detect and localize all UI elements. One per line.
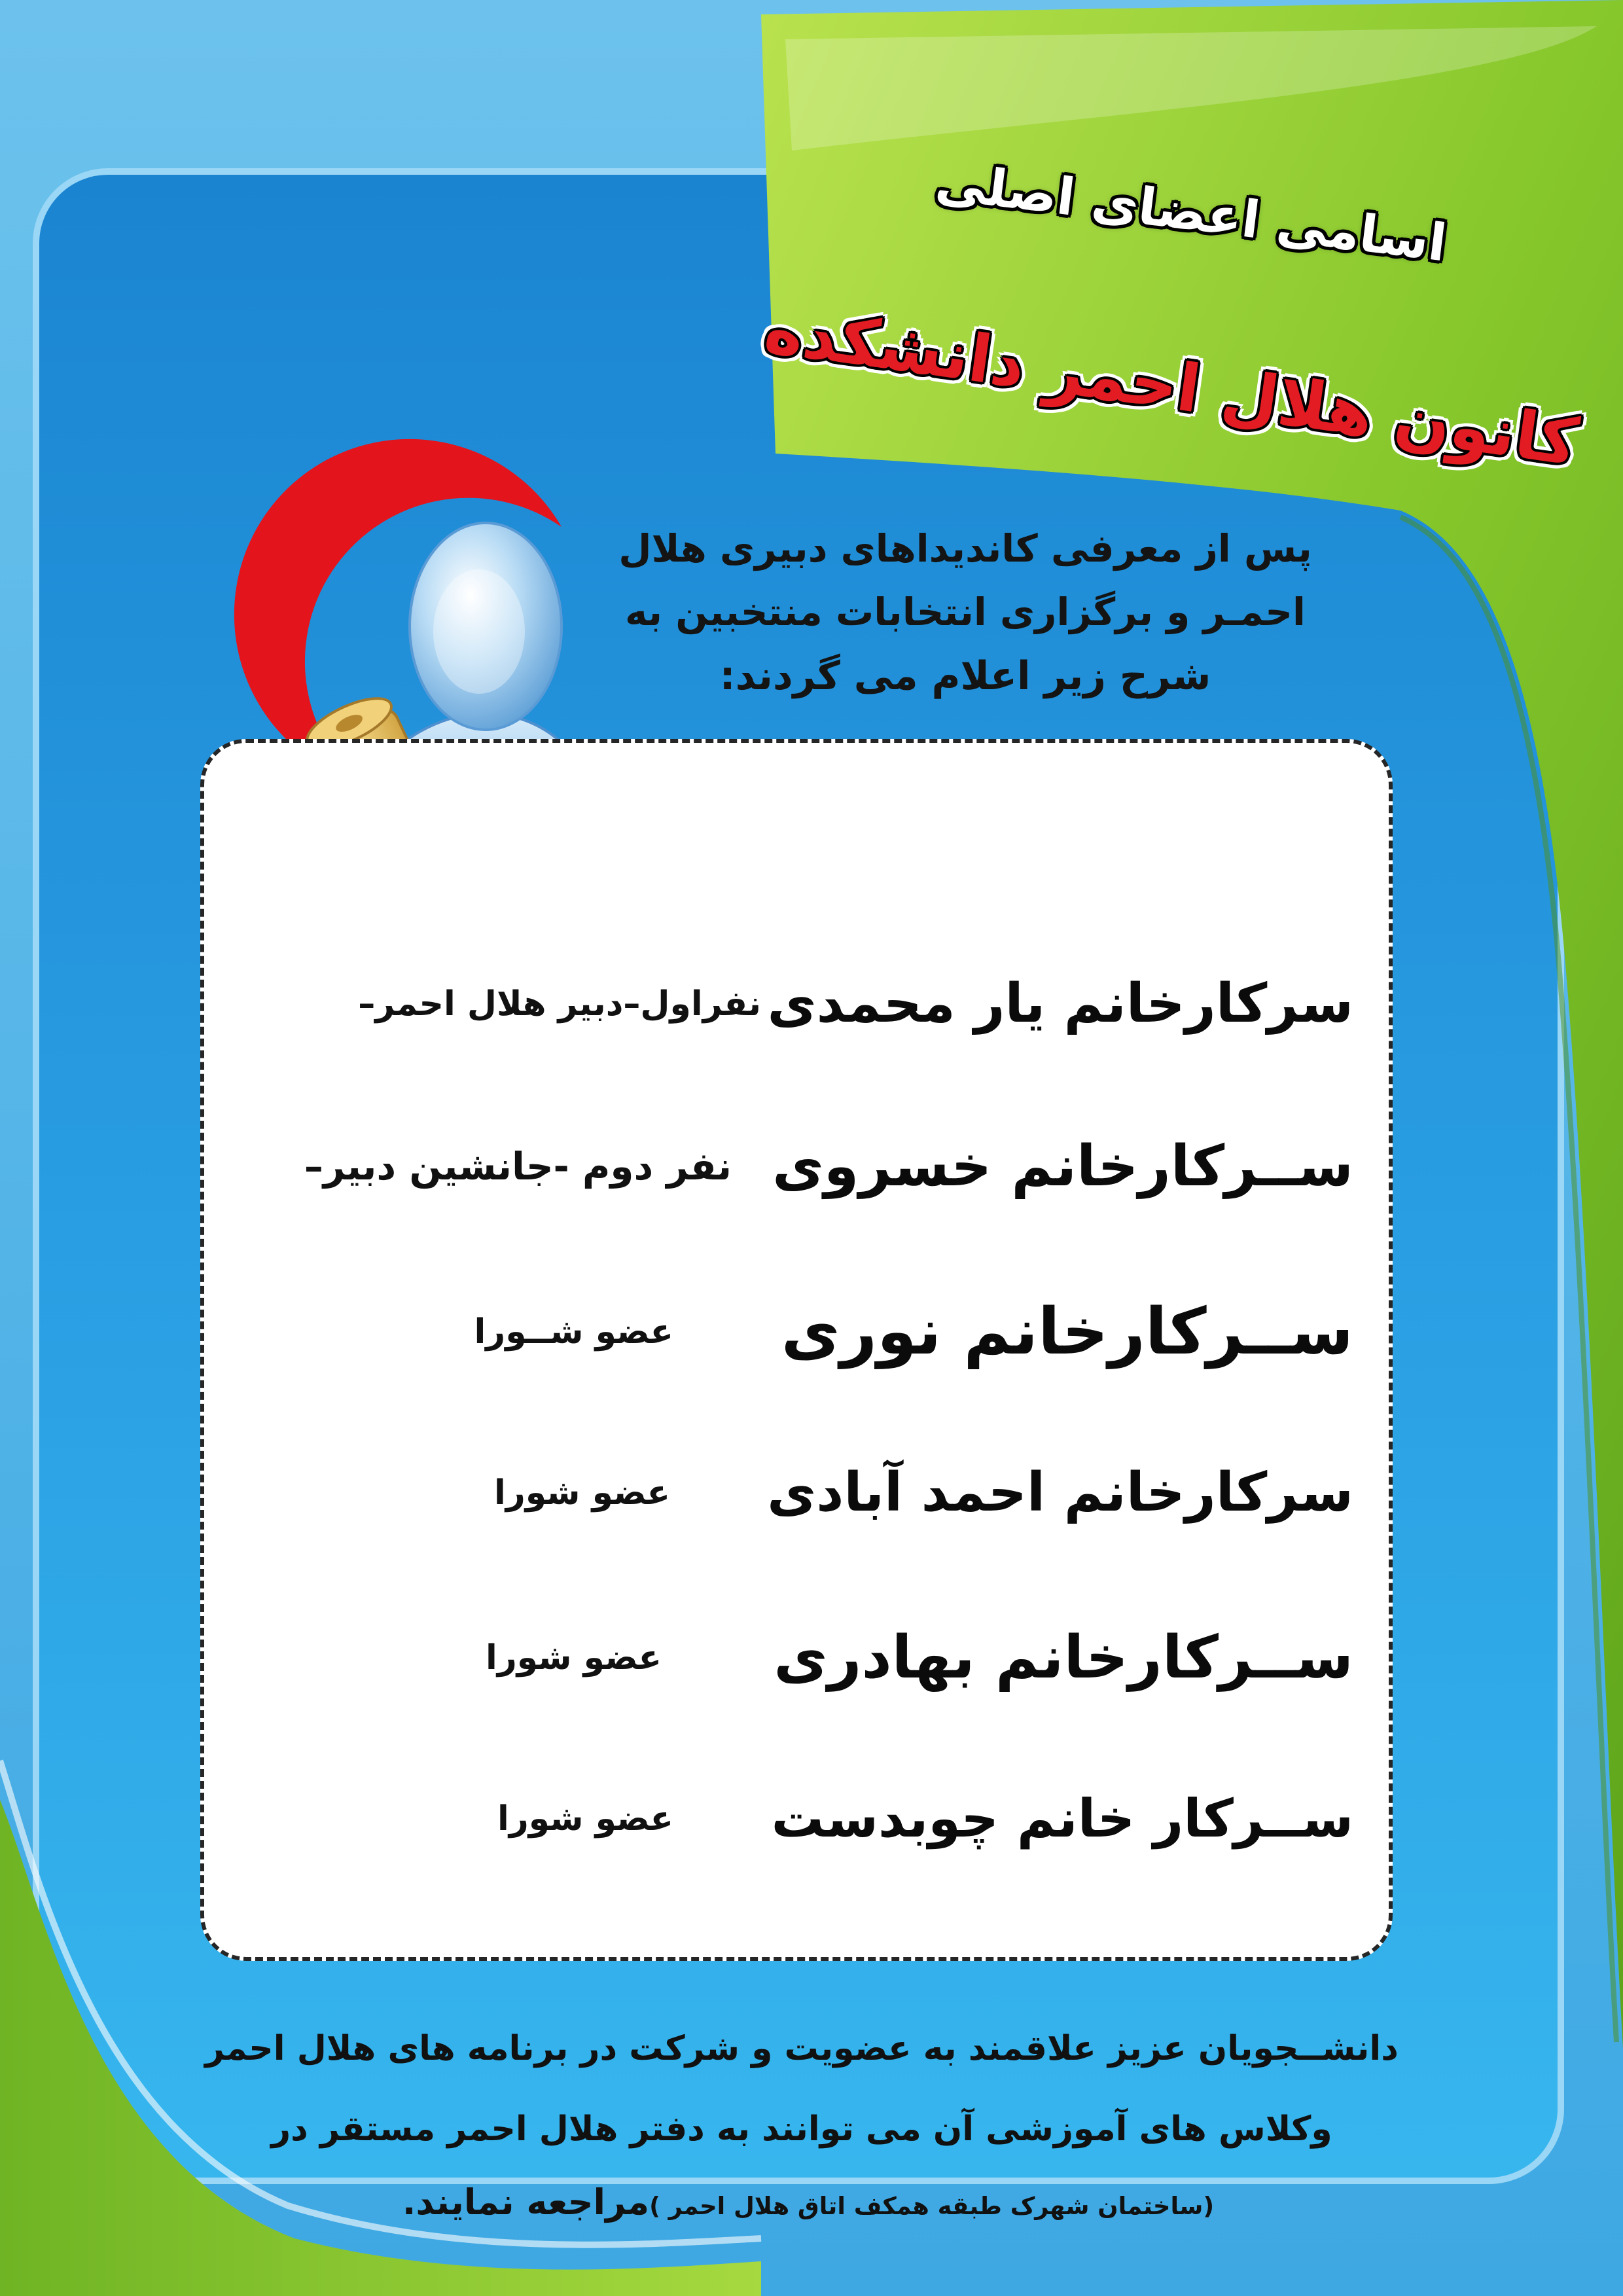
footer-line: دانشــجویان عزیز علاقمند به عضویت و شرکت در برنامه های هلال احمر	[205, 2029, 1399, 2068]
footer-closing: مراجعه نمایند.	[402, 2181, 650, 2223]
member-name: ســرکار خانم چوبدست	[771, 1788, 1353, 1849]
avatar-face-glow	[433, 569, 525, 694]
member-name: ســرکارخانم بهادری	[774, 1623, 1353, 1692]
footer-location-note: (ساختمان شهرک طبقه همکف اتاق هلال احمر )	[649, 2192, 1215, 2220]
member-role: عضو شورا	[497, 1799, 673, 1839]
poster-subtitle: اسامی اعضای اصلی	[933, 152, 1450, 274]
footer-line: وکلاس های آموزشی آن می توانند به دفتر هلال احمر مستقر در	[271, 2109, 1332, 2149]
member-role: عضو شورا	[494, 1473, 670, 1513]
member-role: نفراول–دبیر هلال احمر–	[358, 984, 761, 1024]
member-role: عضو شــورا	[474, 1312, 673, 1352]
intro-line: احمـر و برگزاری انتخابات منتخبین به	[625, 590, 1306, 634]
member-name: سرکارخانم یار محمدی	[767, 973, 1353, 1035]
member-role: نفر دوم -جانشین دبیر–	[304, 1144, 732, 1189]
intro-line: پس از معرفی کاندیداهای دبیری هلال	[618, 526, 1312, 571]
member-name: ســرکارخانم خسروی	[772, 1134, 1353, 1199]
footer-line	[393, 2166, 1224, 2238]
intro-line: شرح زیر اعلام می گردند:	[719, 653, 1211, 699]
member-name: ســرکارخانم نوری	[781, 1295, 1353, 1369]
member-name: سرکارخانم احمد آبادی	[767, 1462, 1353, 1524]
poster-title: کانون هلال احمر دانشکده	[760, 291, 1583, 481]
member-role: عضو شورا	[486, 1638, 662, 1677]
